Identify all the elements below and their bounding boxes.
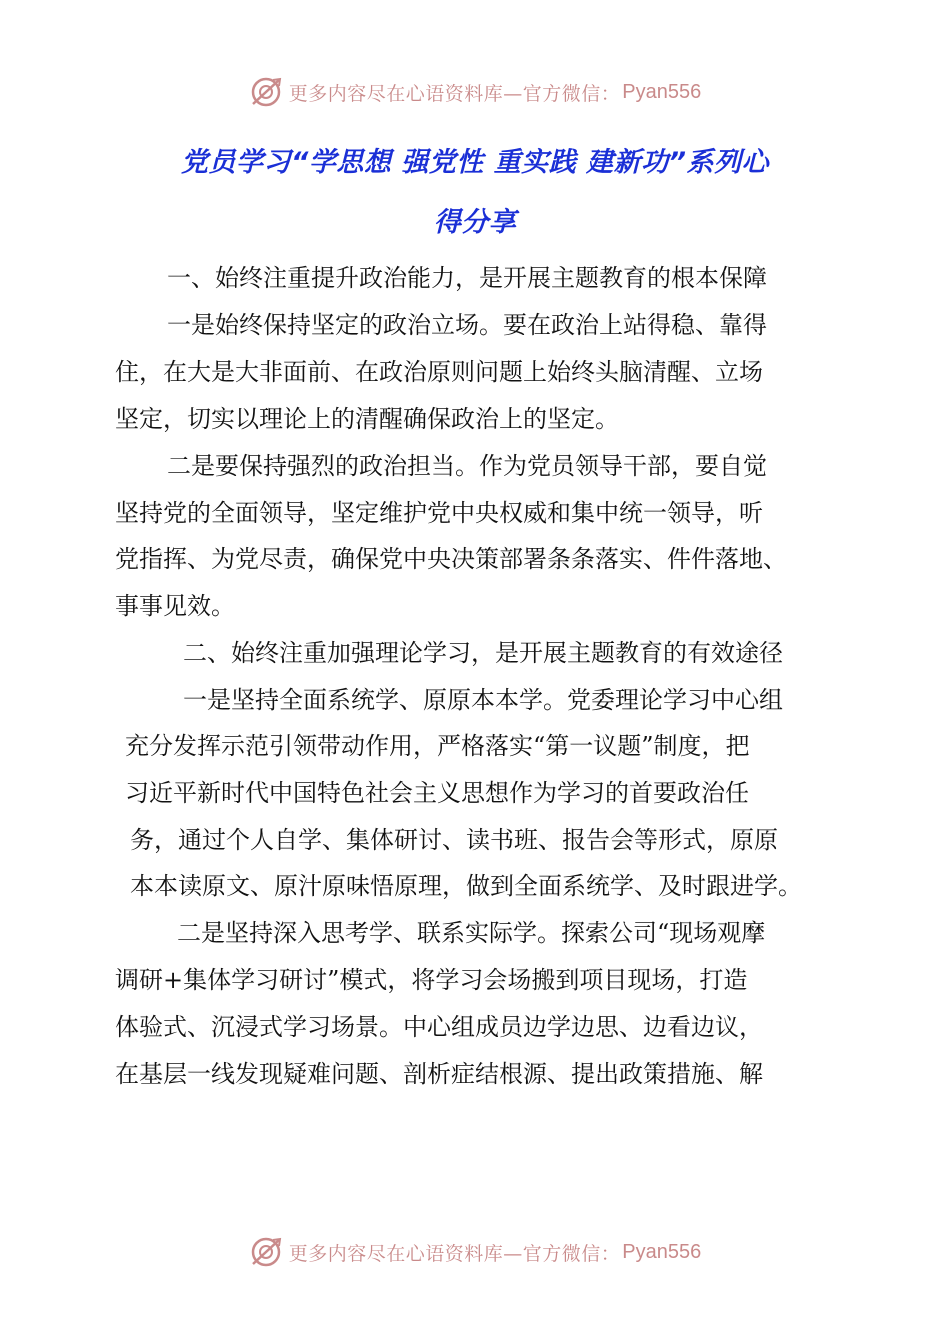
- body-line: 二是坚持深入思考学、联系实际学。探索公司“现场观摩: [177, 919, 766, 947]
- body-line: 住，在大是大非面前、在政治原则问题上始终头脑清醒、立场: [115, 358, 763, 386]
- body-line: 调研+集体学习研讨”模式，将学习会场搬到项目现场，打造: [115, 966, 748, 994]
- logo-icon: [249, 74, 285, 110]
- watermark-text: 更多内容尽在心语资料库—官方微信：: [288, 1242, 621, 1265]
- body-line: 一是坚持全面系统学、原原本本学。党委理论学习中心组: [183, 686, 783, 714]
- watermark-id: Pyan556: [622, 1240, 702, 1263]
- body-line: 本本读原文、原汁原味悟原理，做到全面系统学、及时跟进学。: [130, 872, 802, 900]
- body-line: 务，通过个人自学、集体研讨、读书班、报告会等形式，原原: [130, 826, 778, 854]
- body-line: 二是要保持强烈的政治担当。作为党员领导干部，要自觉: [167, 452, 767, 480]
- heading-section-1: 一、始终注重提升政治能力，是开展主题教育的根本保障: [167, 264, 767, 292]
- body-line: 习近平新时代中国特色社会主义思想作为学习的首要政治任: [125, 779, 749, 807]
- watermark-text: 更多内容尽在心语资料库—官方微信：: [288, 82, 621, 105]
- body-line: 一是始终保持坚定的政治立场。要在政治上站得稳、靠得: [167, 311, 767, 339]
- body-line: 充分发挥示范引领带动作用，严格落实“第一议题”制度，把: [125, 732, 750, 760]
- heading-section-2: 二、始终注重加强理论学习，是开展主题教育的有效途径: [183, 639, 783, 667]
- logo-icon: [249, 1234, 285, 1270]
- body-line: 坚持党的全面领导，坚定维护党中央权威和集中统一领导，听: [115, 499, 763, 527]
- body-line: 事事见效。: [115, 592, 235, 620]
- body-line: 体验式、沉浸式学习场景。中心组成员边学边思、边看边议，: [115, 1013, 763, 1041]
- body-line: 在基层一线发现疑难问题、剖析症结根源、提出政策措施、解: [115, 1060, 763, 1088]
- header-watermark: [0, 72, 950, 112]
- watermark-id: Pyan556: [622, 80, 702, 103]
- body-line: 党指挥、为党尽责，确保党中央决策部署条条落实、件件落地、: [115, 545, 787, 573]
- footer-watermark: [0, 1232, 950, 1272]
- document-title-line-2: 得分享: [433, 207, 517, 238]
- body-line: 坚定，切实以理论上的清醒确保政治上的坚定。: [115, 405, 619, 433]
- document-title-line-1: 党员学习“学思想 强党性 重实践 建新功”系列心: [181, 147, 769, 178]
